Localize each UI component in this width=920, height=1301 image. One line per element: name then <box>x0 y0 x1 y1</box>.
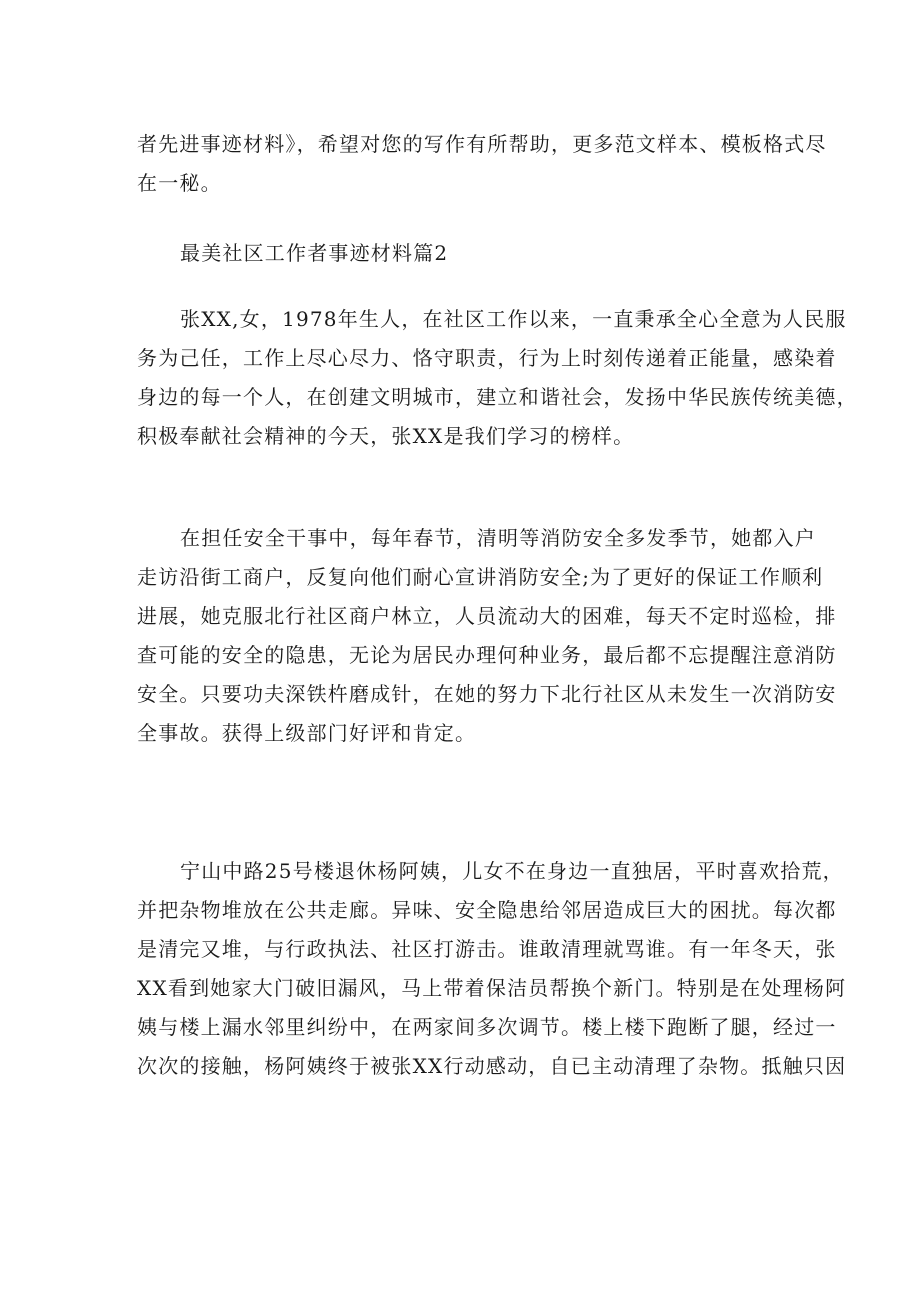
paragraph-1-line-4: 积极奉献社会精神的今天，张XX是我们学习的榜样。 <box>137 424 635 448</box>
paragraph-3-line-4: XX看到她家大门破旧漏风，马上带着保洁员帮换个新门。特别是在处理杨阿 <box>137 976 847 1000</box>
paragraph-3-line-1: 宁山中路25号楼退休杨阿姨，儿女不在身边一直独居，平时喜欢拾荒， <box>180 859 844 883</box>
paragraph-2-line-3: 进展，她克服北行社区商户林立，人员流动大的困难，每天不定时巡检，排 <box>137 604 837 628</box>
intro-paragraph <box>137 125 827 203</box>
section-title: 最美社区工作者事迹材料篇2 <box>180 241 449 265</box>
paragraph-2 <box>137 519 837 753</box>
paragraph-2-line-1: 在担任安全干事中，每年春节，清明等消防安全多发季节，她都入户 <box>180 526 816 550</box>
paragraph-3-line-2: 并把杂物堆放在公共走廊。异味、安全隐患给邻居造成巨大的困扰。每次都 <box>137 898 837 922</box>
paragraph-3 <box>137 852 847 1086</box>
paragraph-1-line-3: 身边的每一个人，在创建文明城市，建立和谐社会，发扬中华民族传统美德， <box>137 385 858 409</box>
paragraph-2-line-5: 安全。只要功夫深铁杵磨成针，在她的努力下北行社区从未发生一次消防安 <box>137 682 837 706</box>
paragraph-2-line-4: 查可能的安全的隐患，无论为居民办理何种业务，最后都不忘提醒注意消防 <box>137 643 837 667</box>
intro-line-1: 者先进事迹材料》，希望对您的写作有所帮助，更多范文样本、模板格式尽 <box>137 132 827 156</box>
paragraph-1-line-2: 务为己任，工作上尽心尽力、恪守职责，行为上时刻传递着正能量，感染着 <box>137 346 837 370</box>
section-title-block <box>137 234 797 273</box>
paragraph-2-line-2: 走访沿街工商户，反复向他们耐心宣讲消防安全;为了更好的保证工作顺利 <box>137 565 824 589</box>
paragraph-1 <box>137 300 858 456</box>
paragraph-3-line-3: 是清完又堆，与行政执法、社区打游击。谁敢清理就骂谁。有一年冬天，张 <box>137 937 837 961</box>
paragraph-3-line-5: 姨与楼上漏水邻里纠纷中，在两家间多次调节。楼上楼下跑断了腿，经过一 <box>137 1015 837 1039</box>
paragraph-1-line-1: 张XX,女，1978年生人，在社区工作以来，一直秉承全心全意为人民服 <box>180 307 847 331</box>
paragraph-2-line-6: 全事故。获得上级部门好评和肯定。 <box>137 721 477 745</box>
paragraph-3-line-6: 次次的接触，杨阿姨终于被张XX行动感动，自已主动清理了杂物。抵触只因 <box>137 1054 847 1078</box>
intro-line-2: 在一秘。 <box>137 171 222 195</box>
